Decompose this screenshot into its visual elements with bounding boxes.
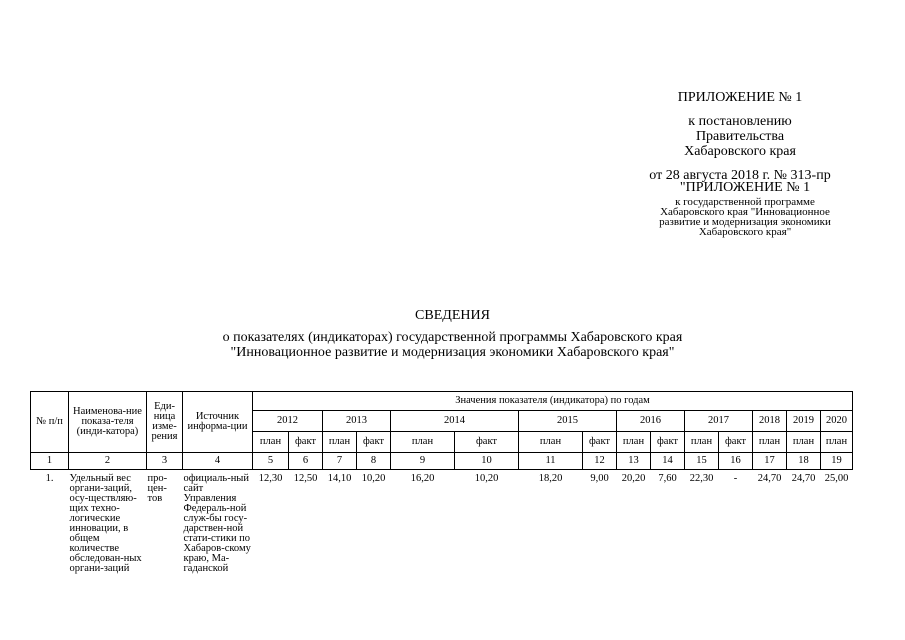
document-title: СВЕДЕНИЯ [415, 308, 490, 323]
column-number: 16 [719, 453, 753, 470]
header-number: № п/п [31, 392, 69, 453]
row-value: 7,60 [658, 473, 677, 484]
row-source: официаль-ный сайт Управления Федераль-ной служ-бы госу-дарствен-ной стати-стики по Хабаров-скому краю, Ма-гаданской [183, 473, 251, 574]
row-value: 12,30 [258, 473, 283, 484]
column-number: 5 [253, 453, 289, 470]
column-number: 19 [821, 453, 853, 470]
column-number: 1 [31, 453, 69, 470]
appendix-1-line: к постановлению [688, 114, 792, 129]
row-indicator-name: Удельный вес органи-заций, осу-ществляю-щих техно-логические инновации, в общем количестве обследован-ных органи-заций [69, 473, 142, 574]
row-value: 14,10 [327, 473, 352, 484]
column-number: 7 [323, 453, 357, 470]
column-number: 10 [455, 453, 519, 470]
appendix-program-line: Хабаровского края "Инновационное [660, 206, 830, 218]
column-number: 18 [787, 453, 821, 470]
column-number: 2 [69, 453, 147, 470]
appendix-1-line: Хабаровского края [684, 144, 796, 159]
row-number: 1. [45, 473, 54, 484]
appendix-1-line: Правительства [695, 129, 785, 144]
header-plan: план [617, 432, 651, 453]
document-title-block [0, 308, 905, 360]
header-fact: факт [583, 432, 617, 453]
header-source: Источник информа-ции [183, 392, 253, 453]
appendix-program-line: развитие и модернизация экономики [659, 216, 831, 228]
header-year: 2017 [685, 411, 753, 432]
header-plan: план [753, 432, 787, 453]
column-number: 4 [183, 453, 253, 470]
appendix-1-date: от 28 августа 2018 г. № 313-пр [649, 168, 831, 183]
header-plan: план [323, 432, 357, 453]
row-value: 16,20 [410, 473, 435, 484]
header-plan: план [821, 432, 853, 453]
header-year: 2013 [323, 411, 391, 432]
header-plan: план [391, 432, 455, 453]
header-year: 2016 [617, 411, 685, 432]
row-value: 18,20 [538, 473, 563, 484]
header-plan: план [519, 432, 583, 453]
header-year: 2014 [391, 411, 519, 432]
header-fact: факт [719, 432, 753, 453]
header-fact: факт [455, 432, 519, 453]
column-number: 15 [685, 453, 719, 470]
header-fact: факт [289, 432, 323, 453]
column-number: 14 [651, 453, 685, 470]
header-unit: Еди-ница изме-рения [147, 392, 183, 453]
column-number: 12 [583, 453, 617, 470]
appendix-1-header [640, 90, 840, 183]
header-plan: план [253, 432, 289, 453]
header-plan: план [685, 432, 719, 453]
appendix-program-header [630, 180, 860, 237]
header-values-by-year: Значения показателя (индикатора) по годам [253, 392, 853, 411]
row-value: 24,70 [791, 473, 816, 484]
column-number: 3 [147, 453, 183, 470]
appendix-1-title: ПРИЛОЖЕНИЕ № 1 [677, 90, 803, 105]
header-year: 2020 [821, 411, 853, 432]
row-value: 10,20 [361, 473, 386, 484]
header-year: 2012 [253, 411, 323, 432]
row-value: 24,70 [757, 473, 782, 484]
header-plan: план [787, 432, 821, 453]
column-number: 6 [289, 453, 323, 470]
row-value: 25,00 [824, 473, 849, 484]
appendix-program-title: "ПРИЛОЖЕНИЕ № 1 [679, 180, 811, 195]
header-indicator-name: Наименова-ние показа-теля (инди-катора) [69, 392, 147, 453]
column-number: 8 [357, 453, 391, 470]
row-value: 10,20 [474, 473, 499, 484]
column-number: 17 [753, 453, 787, 470]
row-value: 20,20 [621, 473, 646, 484]
column-number: 9 [391, 453, 455, 470]
row-value: - [733, 473, 738, 484]
column-number: 11 [519, 453, 583, 470]
header-year: 2018 [753, 411, 787, 432]
indicators-table [30, 391, 853, 635]
table-row [31, 470, 853, 636]
appendix-program-line: Хабаровского края" [698, 226, 792, 238]
header-year: 2015 [519, 411, 617, 432]
document-subtitle-line: о показателях (индикаторах) государственной программы Хабаровского края [222, 330, 683, 345]
column-number: 13 [617, 453, 651, 470]
header-year: 2019 [787, 411, 821, 432]
row-value: 22,30 [689, 473, 714, 484]
row-value: 9,00 [590, 473, 609, 484]
row-unit: про-цен-тов [147, 473, 168, 504]
row-value: 12,50 [293, 473, 318, 484]
header-fact: факт [357, 432, 391, 453]
document-subtitle-line: "Инновационное развитие и модернизация экономики Хабаровского края" [230, 345, 675, 360]
appendix-program-line: к государственной программе [675, 196, 815, 208]
header-fact: факт [651, 432, 685, 453]
